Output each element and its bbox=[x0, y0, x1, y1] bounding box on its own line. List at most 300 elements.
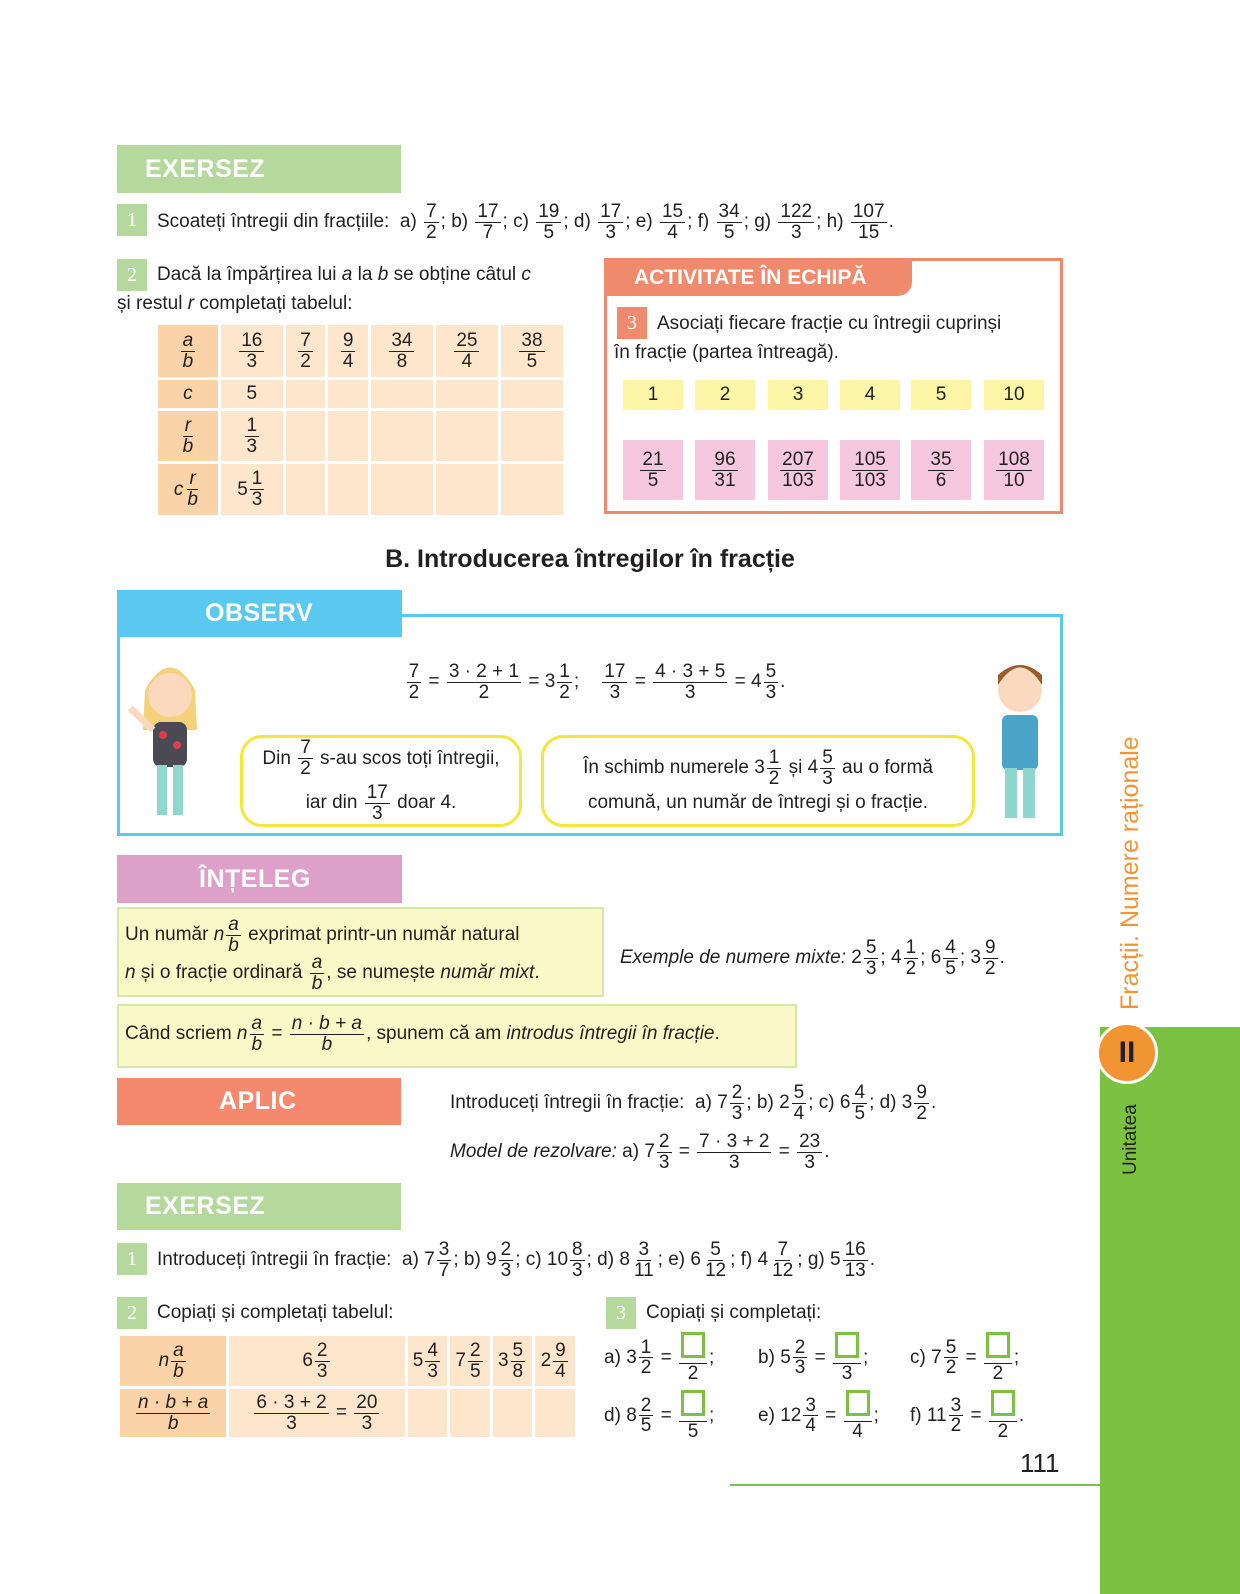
table-cell bbox=[328, 325, 368, 377]
bubble-right-line1 bbox=[583, 748, 933, 789]
text-fragment: ; c) bbox=[808, 1092, 840, 1114]
text-fragment: Dacă la împărțirea lui bbox=[157, 264, 342, 285]
section-title: B. Introducerea întregilor în fracție bbox=[385, 545, 795, 573]
numerator: a bbox=[173, 1339, 184, 1361]
fraction bbox=[557, 662, 572, 703]
fraction bbox=[831, 1332, 863, 1384]
table-cell bbox=[328, 464, 368, 515]
unit-label: Unitatea bbox=[1120, 1104, 1141, 1175]
empty-box bbox=[681, 1332, 705, 1358]
text-fragment: iar din bbox=[305, 792, 363, 814]
denominator: 3 bbox=[372, 802, 383, 824]
numerator: 2 bbox=[640, 1394, 652, 1416]
text-fragment: ; h) bbox=[816, 211, 849, 232]
integer-option[interactable]: 3 bbox=[768, 380, 828, 410]
cell-content bbox=[120, 1341, 226, 1382]
denominator: 2 bbox=[426, 221, 437, 243]
fraction bbox=[250, 1014, 265, 1055]
whole-part: 12 bbox=[780, 1404, 802, 1426]
text-fragment: ; c) bbox=[515, 1249, 547, 1271]
table-cell bbox=[436, 325, 498, 377]
mixed-number bbox=[891, 938, 920, 979]
fraction bbox=[243, 416, 262, 457]
answer-box-icon bbox=[989, 1390, 1017, 1422]
fraction bbox=[252, 1393, 330, 1434]
denominator: 3 bbox=[865, 957, 877, 979]
fraction bbox=[996, 450, 1032, 491]
table-cell bbox=[535, 1336, 575, 1386]
table-cell bbox=[450, 1389, 490, 1437]
italic-text: n bbox=[125, 962, 136, 984]
exercise-2-line1 bbox=[157, 264, 531, 286]
denominator: 15 bbox=[858, 221, 880, 243]
numerator: 96 bbox=[714, 448, 736, 470]
whole-part: 5 bbox=[412, 1350, 424, 1371]
numerator: a bbox=[311, 952, 323, 973]
text-fragment: comună, un număr de întregi și o fracție. bbox=[587, 792, 929, 814]
mixed-number bbox=[498, 1341, 527, 1382]
denominator: b bbox=[167, 1412, 179, 1434]
cell-content bbox=[371, 331, 433, 372]
whole-part: 8 bbox=[626, 1404, 637, 1426]
denominator: 3 bbox=[251, 489, 263, 510]
text-fragment: = bbox=[423, 671, 445, 693]
fraction bbox=[803, 1396, 818, 1437]
table-cell bbox=[436, 411, 498, 461]
numerator: 2 bbox=[658, 1131, 670, 1152]
whole-part: 4 bbox=[757, 1249, 769, 1271]
mixed-number bbox=[779, 1083, 808, 1124]
text-fragment: . bbox=[534, 962, 540, 984]
mixed-number bbox=[626, 1396, 655, 1437]
fraction bbox=[407, 662, 422, 703]
cell-content bbox=[450, 1341, 490, 1382]
fraction bbox=[387, 331, 416, 372]
numerator: 107 bbox=[852, 200, 885, 222]
fraction bbox=[254, 1393, 328, 1434]
definition-line1 bbox=[125, 915, 520, 956]
fraction bbox=[365, 783, 390, 824]
denominator: 103 bbox=[854, 469, 886, 491]
fraction bbox=[914, 1083, 929, 1124]
text-fragment: ; d) bbox=[869, 1092, 902, 1114]
fraction bbox=[536, 202, 561, 243]
observ-header: OBSERV bbox=[117, 590, 402, 637]
denominator: 2 bbox=[408, 681, 420, 703]
italic-text: introdus întregii în fracție bbox=[506, 1023, 715, 1045]
italic-text: c bbox=[521, 264, 531, 285]
mixed-number bbox=[931, 938, 960, 979]
numerator: 4 bbox=[854, 1082, 866, 1103]
fraction-option[interactable] bbox=[840, 440, 900, 500]
fraction bbox=[904, 938, 919, 979]
text-fragment: completați tabelul: bbox=[194, 293, 353, 314]
denominator: 2 bbox=[559, 681, 570, 703]
fraction bbox=[136, 1393, 210, 1434]
fraction bbox=[994, 450, 1034, 491]
fraction bbox=[181, 416, 196, 457]
table-cell bbox=[221, 411, 283, 461]
numerator: 19 bbox=[538, 200, 560, 222]
table-cell bbox=[501, 325, 563, 377]
denominator: 2 bbox=[992, 1362, 1004, 1384]
bubble-left-line2 bbox=[306, 783, 457, 824]
cell-content bbox=[221, 469, 283, 510]
numerator: 5 bbox=[865, 937, 877, 958]
text-fragment: ; bbox=[1013, 1346, 1020, 1368]
text-fragment: = bbox=[523, 671, 545, 693]
exercise-1-text bbox=[157, 202, 894, 242]
table-cell bbox=[501, 411, 563, 461]
table-row bbox=[158, 325, 563, 377]
numerator: 5 bbox=[822, 746, 833, 768]
whole-part: 7 bbox=[931, 1346, 942, 1368]
denominator: 4 bbox=[667, 221, 678, 243]
fraction bbox=[983, 938, 998, 979]
text-fragment: = bbox=[819, 1404, 842, 1426]
denominator: 10 bbox=[1003, 469, 1025, 491]
mixed-number bbox=[851, 938, 880, 979]
mixed-number bbox=[455, 1341, 484, 1382]
fraction bbox=[468, 1341, 483, 1382]
fraction bbox=[437, 1240, 452, 1281]
fraction bbox=[989, 1390, 1017, 1442]
fraction bbox=[598, 202, 623, 243]
completion-item bbox=[758, 1390, 879, 1442]
text-fragment: ; bbox=[880, 947, 891, 969]
exercise-number: 3 bbox=[606, 1297, 636, 1329]
text-fragment: = bbox=[655, 1346, 677, 1368]
text-fragment: . bbox=[824, 1141, 830, 1163]
whole-part: 3 bbox=[970, 947, 981, 969]
fraction bbox=[179, 331, 198, 372]
text-fragment: = bbox=[809, 1346, 831, 1368]
fraction bbox=[658, 202, 687, 243]
italic-text: c bbox=[183, 383, 193, 404]
fraction-option[interactable] bbox=[768, 440, 828, 500]
mixed-number bbox=[644, 1132, 673, 1173]
numerator: 4 · 3 + 5 bbox=[655, 661, 726, 682]
table-cell bbox=[371, 325, 433, 377]
table-row bbox=[158, 411, 563, 461]
denominator: 3 bbox=[790, 221, 802, 243]
fraction bbox=[445, 662, 523, 703]
fraction bbox=[657, 1132, 672, 1173]
numerator: 4 bbox=[945, 937, 956, 958]
fraction bbox=[640, 450, 665, 491]
numerator: 1 bbox=[768, 746, 780, 768]
fraction bbox=[949, 1396, 964, 1437]
fraction bbox=[534, 202, 563, 243]
fraction bbox=[850, 450, 890, 491]
footer-divider bbox=[730, 1484, 1102, 1486]
denominator: 31 bbox=[714, 469, 736, 491]
table-cell bbox=[501, 380, 563, 408]
numerator: 7 · 3 + 2 bbox=[699, 1131, 770, 1152]
whole-part: 5 bbox=[237, 478, 248, 500]
denominator: 8 bbox=[512, 1360, 524, 1382]
integer-option[interactable]: 10 bbox=[984, 380, 1044, 410]
fraction bbox=[928, 450, 953, 491]
numerator: 108 bbox=[998, 448, 1030, 470]
text-fragment: ; bbox=[863, 1346, 869, 1368]
text-fragment: ; b) bbox=[440, 211, 474, 232]
table-cell bbox=[286, 464, 326, 515]
denominator: 3 bbox=[427, 1360, 438, 1382]
table-row bbox=[120, 1389, 575, 1437]
denominator: 2 bbox=[640, 1357, 652, 1379]
numerator: 16 bbox=[241, 329, 263, 351]
denominator: 2 bbox=[950, 1415, 962, 1437]
mixed-number bbox=[780, 1396, 820, 1437]
text-fragment: = bbox=[773, 1141, 796, 1163]
boy-illustration bbox=[985, 650, 1055, 830]
text-fragment: Scoateți întregii din fracțiile: a) bbox=[157, 211, 423, 232]
exercise-3b-text: Copiați și completați: bbox=[646, 1302, 822, 1323]
table-cell bbox=[436, 464, 498, 515]
cell-content bbox=[158, 331, 218, 372]
exercise-number: 1 bbox=[117, 1243, 147, 1275]
mixed-number bbox=[619, 1240, 657, 1281]
fraction bbox=[632, 1240, 656, 1281]
page-number: 111 bbox=[1020, 1448, 1060, 1478]
denominator: 11 bbox=[633, 1259, 654, 1281]
numerator: 38 bbox=[521, 329, 543, 351]
italic-text: c bbox=[173, 478, 184, 500]
fraction-option[interactable] bbox=[911, 440, 971, 500]
table-cell bbox=[158, 464, 218, 515]
numerator: 3 bbox=[950, 1394, 962, 1416]
italic-text: n bbox=[236, 1023, 248, 1045]
text-fragment: ; e) bbox=[625, 211, 658, 232]
empty-box bbox=[991, 1390, 1015, 1416]
text-fragment: ; b) bbox=[746, 1092, 780, 1114]
text-fragment: la bbox=[352, 264, 378, 285]
whole-part: 2 bbox=[779, 1092, 790, 1114]
text-fragment: f) bbox=[910, 1404, 927, 1426]
cell-content bbox=[501, 331, 563, 372]
numerator: a bbox=[228, 914, 239, 935]
fraction bbox=[134, 1393, 212, 1434]
fraction-option[interactable] bbox=[984, 440, 1044, 500]
fraction bbox=[298, 331, 313, 372]
integer-option[interactable]: 2 bbox=[695, 380, 755, 410]
fraction bbox=[250, 469, 265, 510]
team-text-line2: în fracție (partea întreagă). bbox=[614, 342, 839, 363]
mixed-number bbox=[545, 662, 574, 703]
mixed-number bbox=[758, 1240, 798, 1281]
fraction bbox=[517, 331, 546, 372]
completion-item bbox=[910, 1390, 1024, 1442]
integer-option[interactable]: 1 bbox=[623, 380, 683, 410]
denominator: 4 bbox=[461, 350, 473, 372]
fraction bbox=[181, 331, 196, 372]
table-cell bbox=[328, 411, 368, 461]
mixed-number bbox=[902, 1083, 931, 1124]
denominator: 3 bbox=[804, 1151, 815, 1173]
table-cell bbox=[158, 380, 218, 408]
fraction bbox=[298, 738, 313, 779]
fraction bbox=[793, 1338, 808, 1379]
fraction-option[interactable] bbox=[695, 440, 755, 500]
numerator: 16 bbox=[844, 1239, 866, 1260]
fraction bbox=[943, 938, 958, 979]
fraction bbox=[570, 1240, 585, 1281]
text-fragment: . bbox=[888, 211, 894, 232]
denominator: 5 bbox=[647, 469, 659, 491]
rule-text bbox=[125, 1014, 720, 1055]
table-cell bbox=[408, 1336, 448, 1386]
fraction bbox=[679, 1332, 707, 1384]
text-fragment: . bbox=[714, 1023, 720, 1045]
whole-part: 11 bbox=[926, 1404, 947, 1426]
fraction bbox=[499, 1240, 514, 1281]
fraction bbox=[354, 1393, 379, 1434]
text-fragment: au o formă bbox=[836, 757, 933, 778]
speech-bubble-left bbox=[240, 735, 522, 827]
fraction bbox=[851, 202, 887, 243]
text-fragment: ; g) bbox=[743, 211, 777, 232]
denominator: 2 bbox=[300, 758, 311, 780]
numerator: 20 bbox=[356, 1391, 378, 1413]
table-cell bbox=[229, 1389, 404, 1437]
fraction bbox=[833, 1332, 861, 1384]
text-fragment: Din bbox=[262, 747, 297, 769]
fraction-option[interactable] bbox=[623, 440, 683, 500]
table-cell bbox=[120, 1336, 226, 1386]
text-fragment: a) bbox=[604, 1346, 627, 1368]
text-fragment: Când scriem bbox=[125, 1023, 237, 1045]
text-fragment: , se numește bbox=[326, 962, 441, 984]
mixed-number bbox=[927, 1396, 965, 1437]
answer-box-icon bbox=[833, 1332, 861, 1364]
fraction bbox=[797, 1132, 822, 1173]
fraction bbox=[820, 748, 835, 789]
denominator: 2 bbox=[985, 957, 996, 979]
mixed-number bbox=[754, 748, 783, 789]
whole-part: 7 bbox=[455, 1350, 466, 1371]
fraction bbox=[849, 202, 889, 243]
text-fragment: ; bbox=[709, 1346, 715, 1368]
fraction bbox=[944, 1338, 959, 1379]
bubble-right-line2 bbox=[588, 792, 928, 814]
text-fragment: ; bbox=[709, 1404, 715, 1426]
integer-option[interactable]: 4 bbox=[840, 380, 900, 410]
integer-option[interactable]: 5 bbox=[911, 380, 971, 410]
completion-item bbox=[758, 1332, 868, 1384]
mixed-number bbox=[840, 1083, 869, 1124]
mixed-number bbox=[413, 1341, 442, 1382]
fraction bbox=[764, 662, 779, 703]
table-cell bbox=[501, 464, 563, 515]
text-fragment: ; c) bbox=[502, 211, 535, 232]
whole-part: 3 bbox=[754, 757, 765, 778]
fraction bbox=[776, 202, 816, 243]
mixed-number bbox=[302, 1341, 331, 1382]
italic-text: r bbox=[187, 293, 195, 314]
denominator: 5 bbox=[723, 221, 735, 243]
denominator: 3 bbox=[822, 767, 833, 789]
mixed-number bbox=[237, 469, 266, 510]
mixed-number bbox=[717, 1083, 746, 1124]
numerator: 2 bbox=[500, 1239, 512, 1260]
denominator: b bbox=[187, 489, 198, 510]
denominator: 7 bbox=[438, 1259, 450, 1281]
speech-bubble-right bbox=[541, 735, 975, 827]
cell-content bbox=[221, 331, 283, 372]
numerator: 5 bbox=[793, 1082, 805, 1103]
inteleg-header: ÎNȚELEG bbox=[117, 855, 402, 903]
numerator: 35 bbox=[930, 448, 952, 470]
answer-box-icon bbox=[679, 1390, 707, 1422]
text-fragment: Un număr bbox=[125, 924, 214, 946]
fraction bbox=[290, 1014, 364, 1055]
cell-content bbox=[436, 331, 498, 372]
table-cell bbox=[328, 380, 368, 408]
numerator: 17 bbox=[600, 200, 622, 222]
numerator: 3 · 2 + 1 bbox=[448, 661, 520, 682]
mixed-table bbox=[117, 1333, 578, 1440]
text-fragment: a) bbox=[622, 1141, 645, 1163]
numerator: 7 bbox=[300, 329, 311, 351]
girl-illustration bbox=[125, 650, 215, 830]
fraction bbox=[712, 450, 737, 491]
fraction bbox=[697, 1132, 771, 1173]
fraction bbox=[852, 1083, 867, 1124]
mixed-number bbox=[970, 938, 999, 979]
numerator: 9 bbox=[985, 937, 996, 958]
numerator: 5 bbox=[512, 1339, 524, 1361]
denominator: 12 bbox=[772, 1259, 794, 1281]
fraction bbox=[185, 469, 200, 510]
text-fragment: c) bbox=[910, 1346, 932, 1368]
cell-content bbox=[120, 1393, 226, 1434]
fraction bbox=[452, 331, 481, 372]
text-fragment: ; g) bbox=[797, 1249, 831, 1271]
whole-part: 10 bbox=[546, 1249, 569, 1271]
denominator: 2 bbox=[687, 1362, 699, 1384]
mixed-number bbox=[626, 1338, 655, 1379]
italic-text: a bbox=[341, 264, 353, 285]
fraction bbox=[767, 748, 782, 789]
numerator: 1 bbox=[640, 1336, 652, 1358]
table-cell bbox=[221, 464, 283, 515]
quotient-table bbox=[155, 322, 566, 518]
whole-part: 7 bbox=[424, 1249, 435, 1271]
fraction bbox=[987, 1390, 1019, 1442]
fraction bbox=[679, 1390, 707, 1442]
fraction bbox=[596, 202, 625, 243]
fraction bbox=[600, 662, 629, 703]
denominator: 3 bbox=[658, 1151, 670, 1173]
numerator: r bbox=[189, 468, 196, 490]
numerator: 34 bbox=[718, 200, 740, 222]
whole-part: 7 bbox=[644, 1141, 655, 1163]
denominator: 3 bbox=[794, 1357, 806, 1379]
fraction bbox=[239, 331, 264, 372]
team-text-line1: Asociați fiecare fracție cu întregii cuprinși bbox=[657, 313, 1002, 334]
text-fragment: exprimat printr-un număr natural bbox=[242, 924, 520, 946]
numerator: n · b + a bbox=[291, 1013, 362, 1034]
table-cell bbox=[493, 1389, 533, 1437]
numerator: 17 bbox=[604, 661, 626, 682]
numerator: 2 bbox=[469, 1339, 481, 1361]
whole-part: 3 bbox=[626, 1346, 637, 1368]
text-fragment: = bbox=[330, 1402, 353, 1423]
text-fragment: ; b) bbox=[453, 1249, 487, 1271]
fraction bbox=[852, 450, 888, 491]
table-cell bbox=[221, 325, 283, 377]
